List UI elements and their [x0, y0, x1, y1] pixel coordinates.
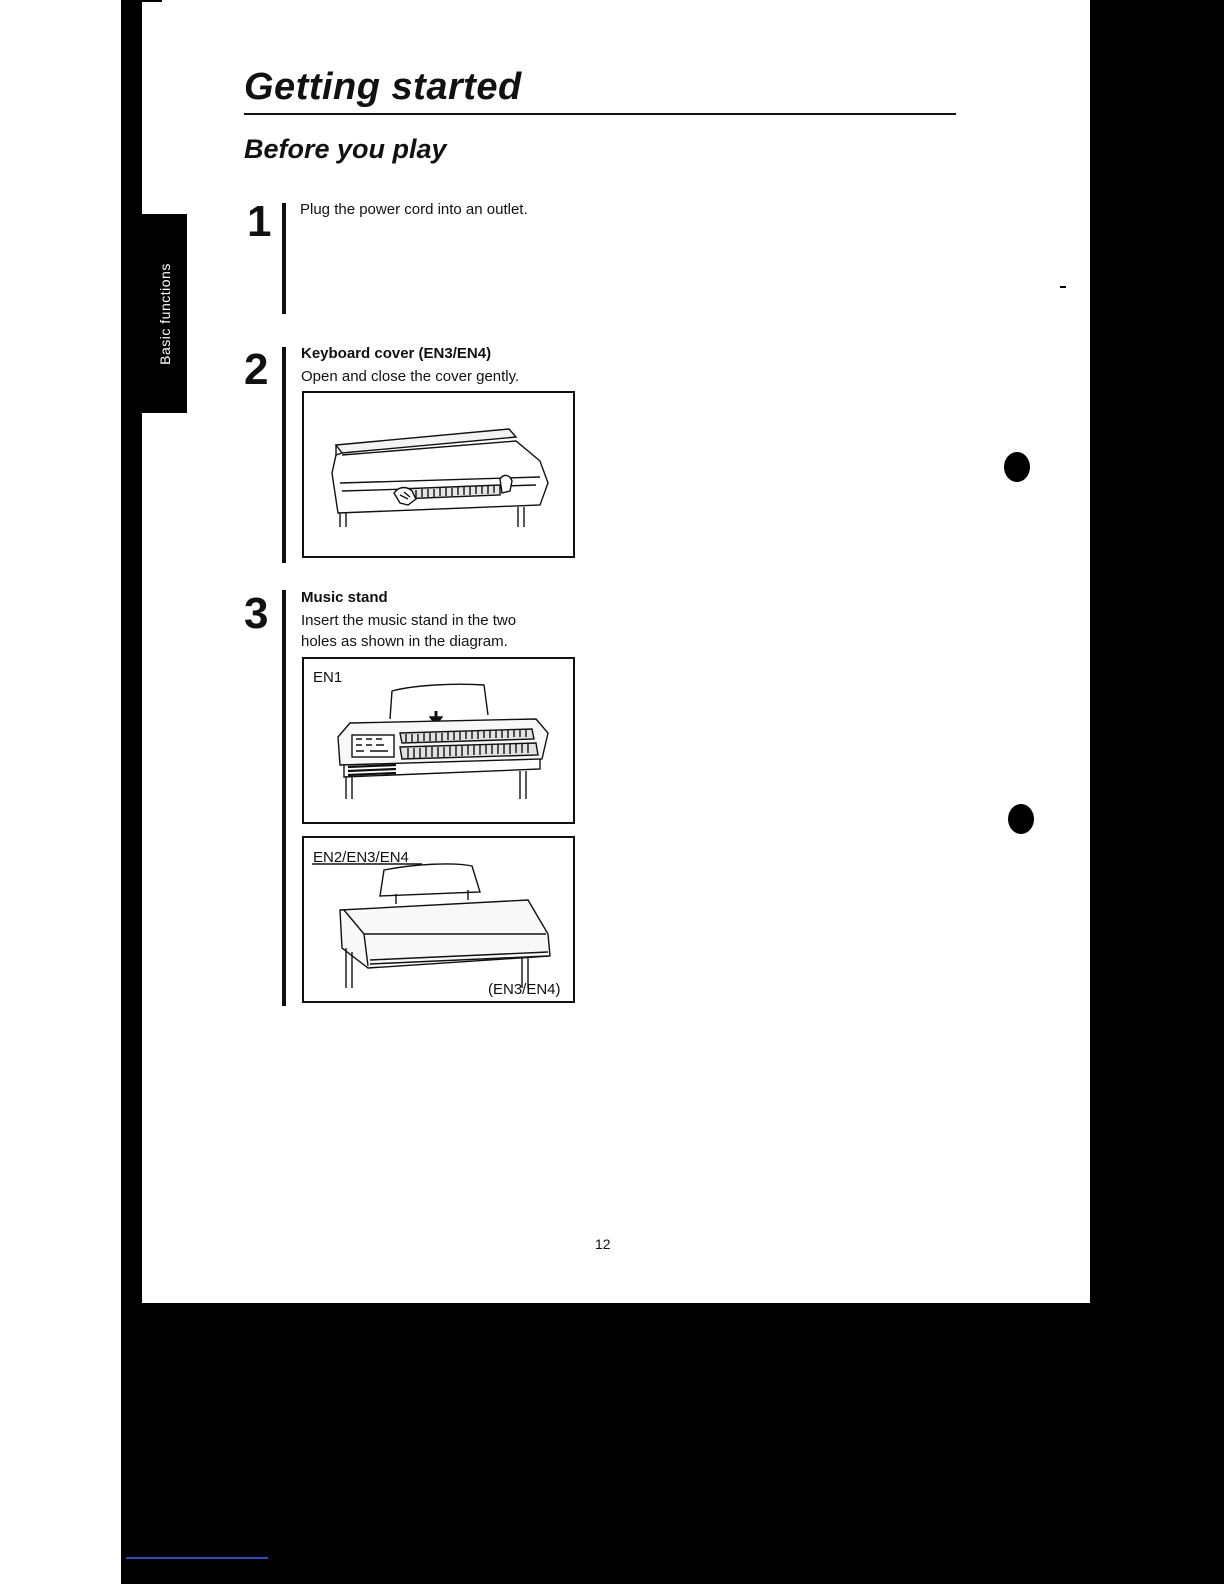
- keyboard-cover-figure: [302, 391, 575, 558]
- scan-edge-line: [126, 1557, 268, 1559]
- section-subtitle: Before you play: [244, 134, 447, 164]
- music-stand-en1-figure: [302, 657, 575, 824]
- step-3-number: 3: [244, 589, 269, 638]
- binder-hole-lower: [1008, 804, 1034, 834]
- en3-en4-note: (EN3/EN4): [488, 981, 561, 998]
- step-3-heading: Music stand: [301, 589, 388, 606]
- step-2-number: 2: [244, 345, 269, 394]
- en2-en3-en4-label: EN2/EN3/EN4: [313, 849, 409, 866]
- step-2-text: Open and close the cover gently.: [301, 368, 520, 385]
- step-1-text: Plug the power cord into an outlet.: [300, 201, 528, 218]
- keyboard-cover-illustration: [304, 393, 573, 556]
- scan-border-bottom: [121, 1303, 1090, 1584]
- music-stand-en1-illustration: [304, 659, 573, 822]
- scan-border-right: [1090, 0, 1224, 1584]
- step-2-heading: Keyboard cover (EN3/EN4): [301, 345, 492, 362]
- binder-hole-upper: [1004, 452, 1030, 482]
- music-stand-en2-figure: [302, 836, 575, 1003]
- margin-tick: [1060, 286, 1066, 288]
- step-3-text-line-2: holes as shown in the diagram.: [301, 633, 508, 650]
- corner-mark: [142, 0, 162, 2]
- step-1-bar: [282, 203, 286, 314]
- step-1-number: 1: [247, 197, 272, 246]
- title-rule: [244, 113, 956, 115]
- step-3-text-line-1: Insert the music stand in the two: [301, 612, 517, 629]
- step-2-bar: [282, 347, 286, 563]
- page-title: Getting started: [244, 66, 522, 108]
- page-number: 12: [595, 1236, 611, 1252]
- music-stand-en2-illustration: [304, 838, 573, 1001]
- en1-label: EN1: [313, 669, 343, 686]
- side-tab-label: Basic functions: [156, 262, 173, 365]
- step-3-bar: [282, 590, 286, 1006]
- section-side-tab: [142, 214, 187, 413]
